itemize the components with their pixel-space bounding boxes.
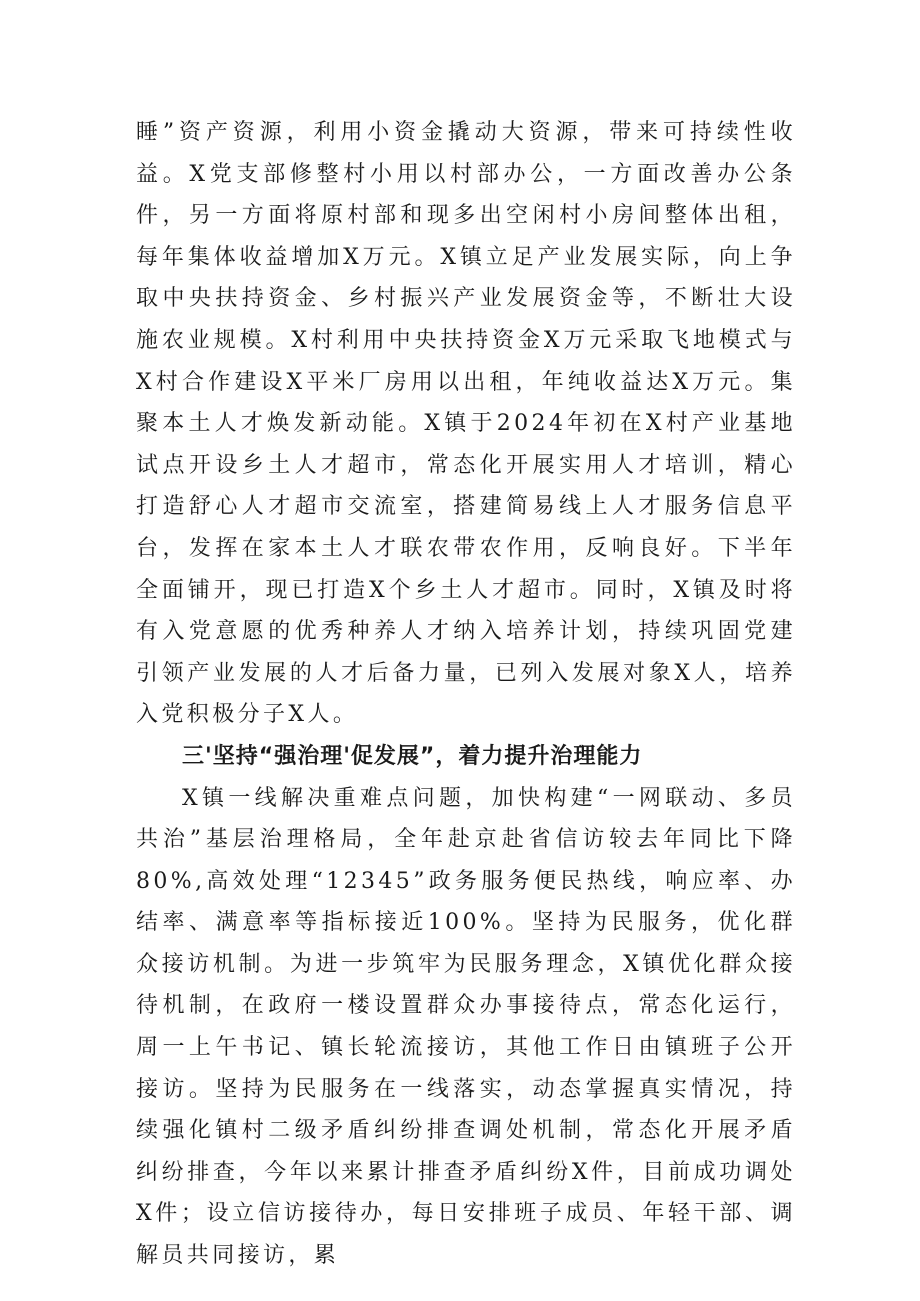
section-heading: 三'坚持“强治理'促发展”，着力提升治理能力 — [182, 743, 643, 769]
body-paragraph: 睡”资产资源，利用小资金撬动大资源，带来可持续性收益。X党支部修整村小用以村部办公，一方面改善办公条件，另一方面将原村部和现多出空闲村小房间整体出租，每年集体收益增加X万元。X镇立足产业发展实际，向上争取中央扶持资金、乡村振兴产业发展资金等，不断壮大设施农业规模。X村利用中央扶持资金X万元采取飞地模式与X村合作建设X平米厂房用以出租，年纯收益达X万元。集聚本土人才焕发新动能。X镇于2024年初在X村产业基地试点开设乡土人才超市，常态化开展实用人才培训，精心打造舒心人才超市交流室，搭建简易线上人才服务信息平台，发挥在家本土人才联农带农作用，反响良好。下半年全面铺开，现已打造X个乡土人才超市。同时，X镇及时将有入党意愿的优秀种养人才纳入培养计划，持续巩固党建引领产业发展的人才后备力量，已列入发展对象X人，培养入党积极分子X人。 — [136, 120, 796, 728]
body-paragraph: X镇一线解决重难点问题，加快构建“一网联动、多员共治”基层治理格局，全年赴京赴省信访较去年同比下降80%,高效处理“12345”政务服务便民热线，响应率、办结率、满意率等指标接近100%。坚持为民服务，优化群众接访机制。为进一步筑牢为民服务理念，X镇优化群众接待机制，在政府一楼设置群众办事接待点，常态化运行，周一上午书记、镇长轮流接访，其他工作日由镇班子公开接访。坚持为民服务在一线落实，动态掌握真实情况，持续强化镇村二级矛盾纠纷排查调处机制，常态化开展矛盾纠纷排查，今年以来累计排查矛盾纠纷X件，目前成功调处X件；设立信访接待办，每日安排班子成员、年轻干部、调解员共同接访，累 — [136, 785, 796, 1269]
document-page — [136, 112, 796, 1277]
